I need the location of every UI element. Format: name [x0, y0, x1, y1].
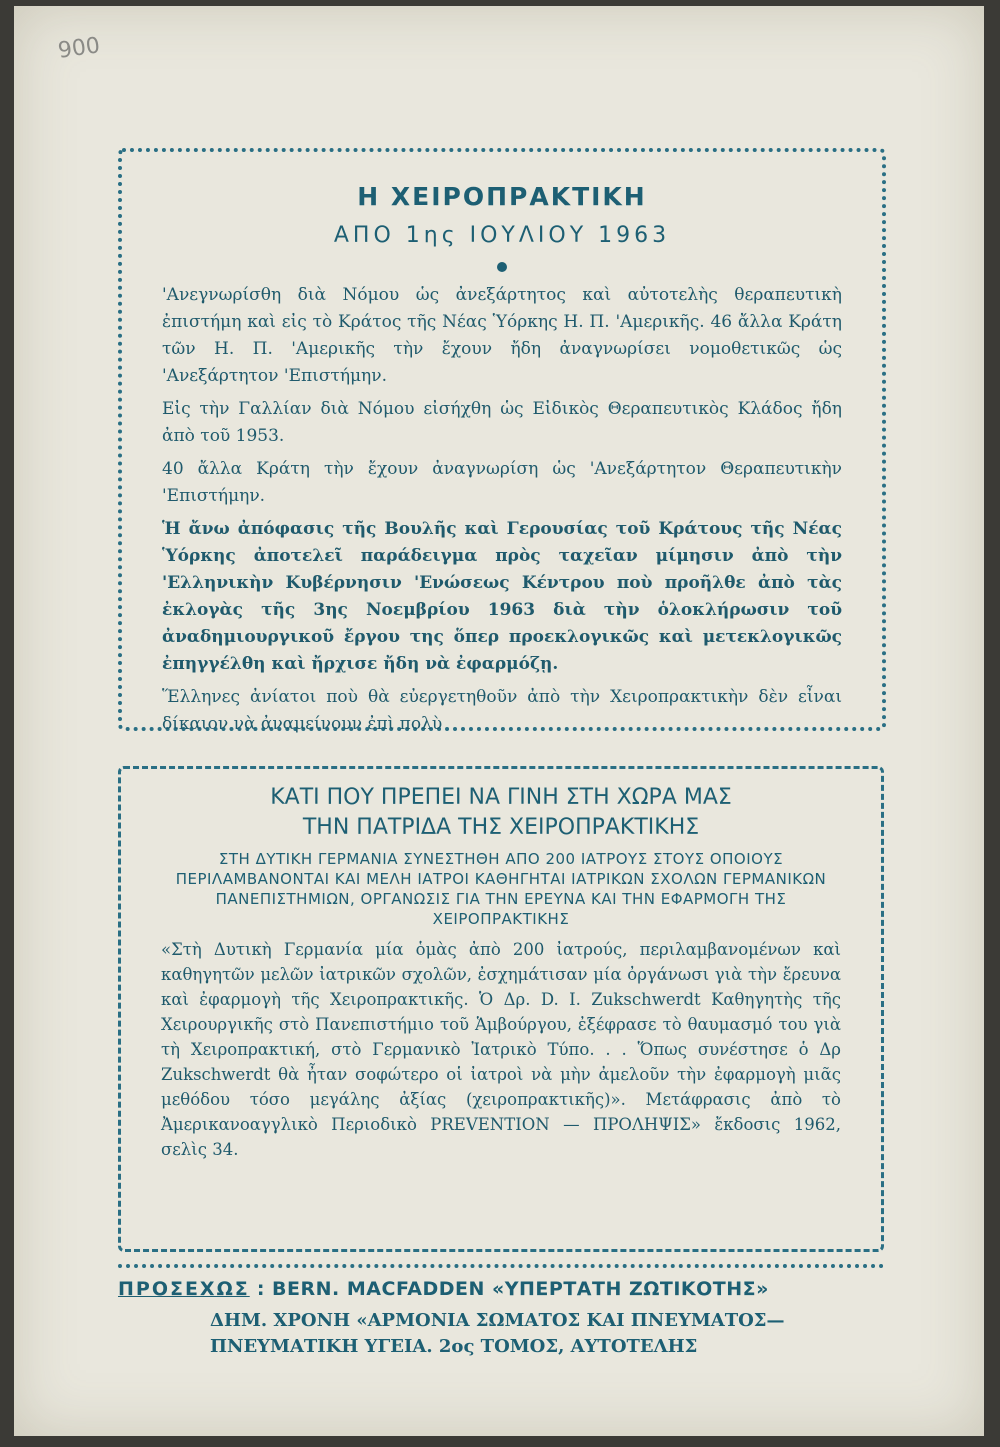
footer-line-3: ΠΝΕΥΜΑΤΙΚΗ ΥΓΕΙΑ. 2ος ΤΟΜΟΣ, ΑΥΤΟΤΕΛΗΣ: [210, 1336, 698, 1357]
footer-divider: [118, 1264, 884, 1268]
west-germany-article-box: [118, 766, 884, 1252]
paragraph: Ἕλληνες ἀνίατοι ποὺ θὰ εὐεργετηθοῦν ἀπὸ τὴν Χειροπρακτικὴν δὲν εἶναι δίκαιον νὰ ἀναμείνουν ἐπὶ πολὺ: [162, 687, 842, 734]
paragraph: 40 ἄλλα Κράτη τὴν ἔχουν ἀναγνωρίση ὡς 'Ανεξάρτητον Θεραπευτικὴν 'Επιστήμην.: [162, 459, 842, 506]
footer-label: ΠΡΟΣΕΧΩΣ: [118, 1278, 250, 1300]
article-summary-caps: ΣΤΗ ΔΥΤΙΚΗ ΓΕΡΜΑΝΙΑ ΣΥΝΕΣΤΗΘΗ ΑΠΟ 200 ΙΑΤΡΟΥΣ ΣΤΟΥΣ ΟΠΟΙΟΥΣ ΠΕΡΙΛΑΜΒΑΝΟΝΤΑΙ ΚΑΙ ΜΕΛΗ ΙΑΤΡΟΙ ΚΑΘΗΓΗΤΑΙ ΙΑΤΡΙΚΩΝ ΣΧΟΛΩΝ ΓΕΡΜΑΝΙΚΩΝ ΠΑΝΕΠΙΣΤΗΜΙΩΝ, ΟΡΓΑΝΩΣΙΣ ΓΙΑ ΤΗΝ ΕΡΕΥΝΑ ΚΑΙ ΤΗΝ ΕΦΑΡΜΟΓΗ ΤΗΣ ΧΕΙΡΟΠΡΑΚΤΙΚΗΣ: [175, 850, 827, 928]
paragraph: 'Ανεγνωρίσθη διὰ Νόμου ὡς ἀνεξάρτητος καὶ αὐτοτελὴς θεραπευτικὴ ἐπιστήμη καὶ εἰς τὸ Κράτος τῆς Νέας Ὑόρκης Η. Π. 'Αμερικῆς. 46 ἄλλα Κράτη τῶν Η. Π. 'Αμερικῆς τὴν ἔχουν ἤδη ἀναγνωρίσει νομοθετικῶς ὡς 'Ανεξάρτητον 'Επιστήμην.: [162, 285, 842, 386]
article-title-line-1: ΚΑΤΙ ΠΟΥ ΠΡΕΠΕΙ ΝΑ ΓΙΝΗ ΣΤΗ ΧΩΡΑ ΜΑΣ: [270, 785, 732, 810]
footer-line-1: [118, 1278, 898, 1300]
article-title-line-2: ΤΗΝ ΠΑΤΡΙΔΑ ΤΗΣ ΧΕΙΡΟΠΡΑΚΤΙΚΗΣ: [302, 815, 700, 840]
article-quote: «Στὴ Δυτικὴ Γερμανία μία ὁμὰς ἀπὸ 200 ἰατρούς, περιλαμβανομένων καὶ καθηγητῶν μελῶν ἰατρικῶν σχολῶν, ἐσχημάτισαν μία ὀργάνωσι γιὰ τὴν ἔρευνα καὶ ἐφαρμογὴ τῆς Χειροπρακτικῆς. Ὁ Δρ. D. I. Zukschwerdt Καθηγητὴς τῆς Χειρουργικῆς στὸ Πανεπιστήμιο τοῦ Ἁμβούργου, ἐξέφρασε τὸ θαυμασμό του γιὰ τὴ Χειροπρακτική, στὸ Γερμανικὸ Ἰατρικὸ Τύπο. . . Ὅπως συνέστησε ὁ Δρ Zukschwerdt θὰ ἦταν σοφώτερο οἱ ἰατροὶ νὰ μὴν ἀμελοῦν τὴν ἐφαρμογὴ μιᾶς μεθόδου τόσο μεγάλης ἀξίας (χειροπρακτικῆς)». Μετάφρασις ἀπὸ τὸ Ἀμερικανοαγγλικὸ Περιοδικὸ PREVENTION — ΠΡΟΛΗΨΙΣ» ἔκδοσις 1962, σελὶς 34.: [161, 940, 841, 1159]
chiropractic-notice-box: [118, 148, 886, 734]
bold-paragraph: Ἡ ἄνω ἀπόφασις τῆς Βουλῆς καὶ Γερουσίας τοῦ Κράτους τῆς Νέας Ὑόρκης ἀποτελεῖ παράδειγμα πρὸς ταχεῖαν μίμησιν ἀπὸ τὴν 'Ελληνικὴν Κυβέρνησιν 'Ενώσεως Κέντρου ποὺ προῆλθε ἀπὸ τὰς ἐκλογὰς τῆς 3ης Νοεμβρίου 1963 διὰ τὴν ὁλοκλήρωσιν τοῦ ἀναδημιουργικοῦ ἔργου της ὅπερ προεκλογικῶς καὶ μετεκλογικῶς ἐπηγγέλθη καὶ ἤρχισε ἤδη νὰ ἐφαρμόζῃ.: [162, 519, 842, 674]
footer-line-2: ΔΗΜ. ΧΡΟΝΗ «ΑΡΜΟΝΙΑ ΣΩΜΑΤΟΣ ΚΑΙ ΠΝΕΥΜΑΤΟΣ—: [210, 1310, 785, 1331]
notice-title: Η ΧΕΙΡΟΠΡΑΚΤΙΚΗ: [357, 182, 647, 211]
paragraph: Εἰς τὴν Γαλλίαν διὰ Νόμου εἰσήχθη ὡς Εἰδικὸς Θεραπευτικὸς Κλάδος ἤδη ἀπὸ τοῦ 1953.: [162, 399, 842, 446]
footer-macfadden: : BERN. MACFADDEN «ΥΠΕΡΤΑΤΗ ΖΩΤΙΚΟΤΗΣ»: [256, 1278, 769, 1300]
pencil-price-note: 900: [56, 33, 102, 64]
footer-notice: [118, 1278, 898, 1360]
page-sheet: [14, 6, 984, 1436]
bullet-dot: [497, 262, 507, 272]
notice-date: ΑΠΟ 1ης ΙΟΥΛΙΟΥ 1963: [333, 223, 671, 248]
